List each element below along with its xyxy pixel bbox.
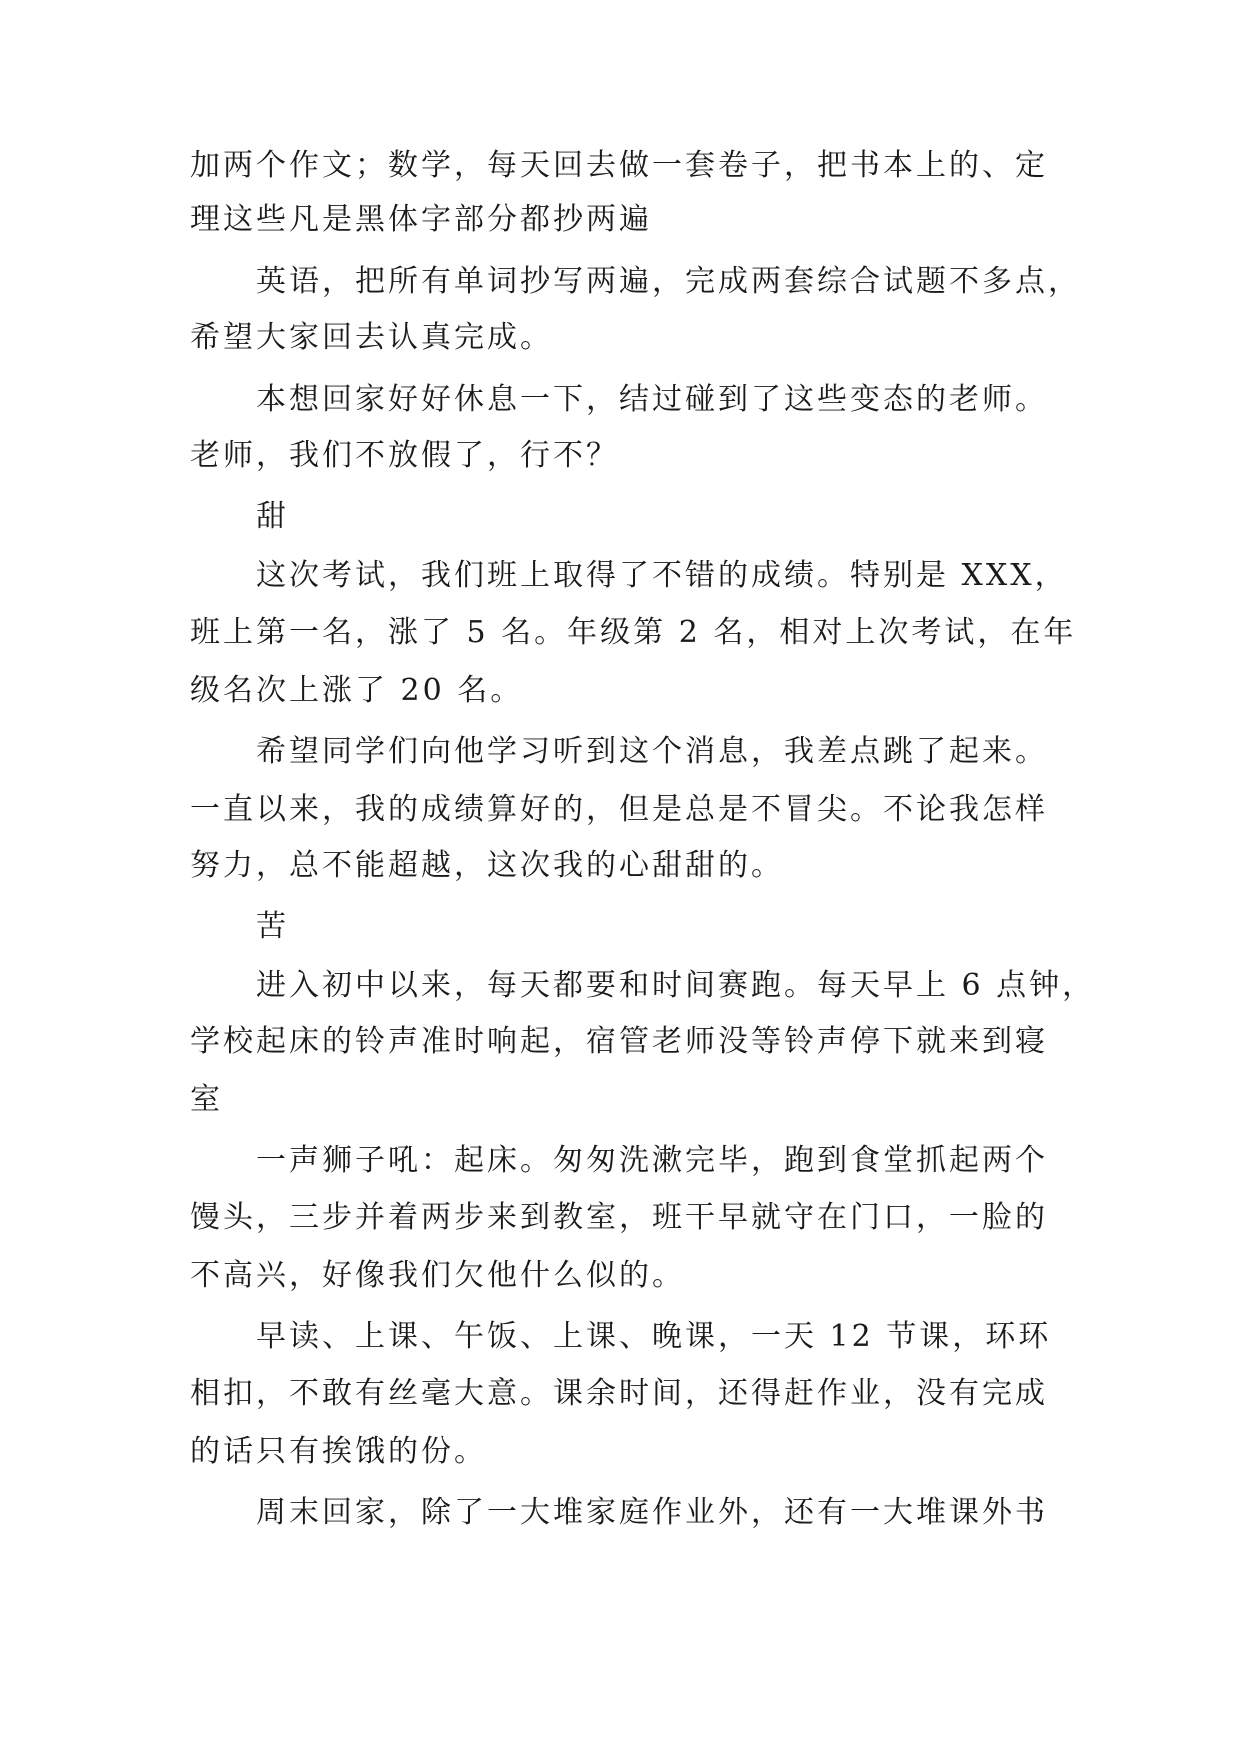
section-heading-sweet: 甜 <box>256 499 289 534</box>
text-line: 级名次上涨了 20 名。 <box>190 673 524 708</box>
text-line: 加两个作文；数学，每天回去做一套卷子，把书本上的、定 <box>190 148 1048 183</box>
text-line: 室 <box>190 1082 223 1117</box>
text-line: 希望大家回去认真完成。 <box>190 320 553 355</box>
text-line: 努力，总不能超越，这次我的心甜甜的。 <box>190 848 784 883</box>
text-line: 学校起床的铃声准时响起，宿管老师没等铃声停下就来到寝 <box>190 1024 1048 1059</box>
text-line: 本想回家好好休息一下，结过碰到了这些变态的老师。 <box>256 382 1048 417</box>
text-line: 不高兴，好像我们欠他什么似的。 <box>190 1258 685 1293</box>
text-line: 理这些凡是黑体字部分都抄两遍 <box>190 202 652 237</box>
text-line: 这次考试，我们班上取得了不错的成绩。特别是 XXX， <box>256 558 1068 593</box>
text-line: 的话只有挨饿的份。 <box>190 1434 487 1469</box>
text-line: 一直以来，我的成绩算好的，但是总是不冒尖。不论我怎样 <box>190 792 1048 827</box>
text-line: 相扣，不敢有丝毫大意。课余时间，还得赶作业，没有完成 <box>190 1376 1048 1411</box>
text-line: 英语，把所有单词抄写两遍，完成两套综合试题不多点， <box>256 264 1081 299</box>
text-line: 一声狮子吼：起床。匆匆洗漱完毕，跑到食堂抓起两个 <box>256 1143 1048 1178</box>
text-line: 周末回家，除了一大堆家庭作业外，还有一大堆课外书 <box>256 1495 1048 1530</box>
text-line: 老师，我们不放假了，行不？ <box>190 438 619 473</box>
section-heading-bitter: 苦 <box>256 909 289 944</box>
text-line: 进入初中以来，每天都要和时间赛跑。每天早上 6 点钟， <box>256 968 1096 1003</box>
text-line: 希望同学们向他学习听到这个消息，我差点跳了起来。 <box>256 734 1048 769</box>
text-line: 班上第一名，涨了 5 名。年级第 2 名，相对上次考试，在年 <box>190 615 1077 650</box>
text-line: 早读、上课、午饭、上课、晚课，一天 12 节课，环环 <box>256 1319 1052 1354</box>
text-line: 馒头，三步并着两步来到教室，班干早就守在门口，一脸的 <box>190 1200 1048 1235</box>
